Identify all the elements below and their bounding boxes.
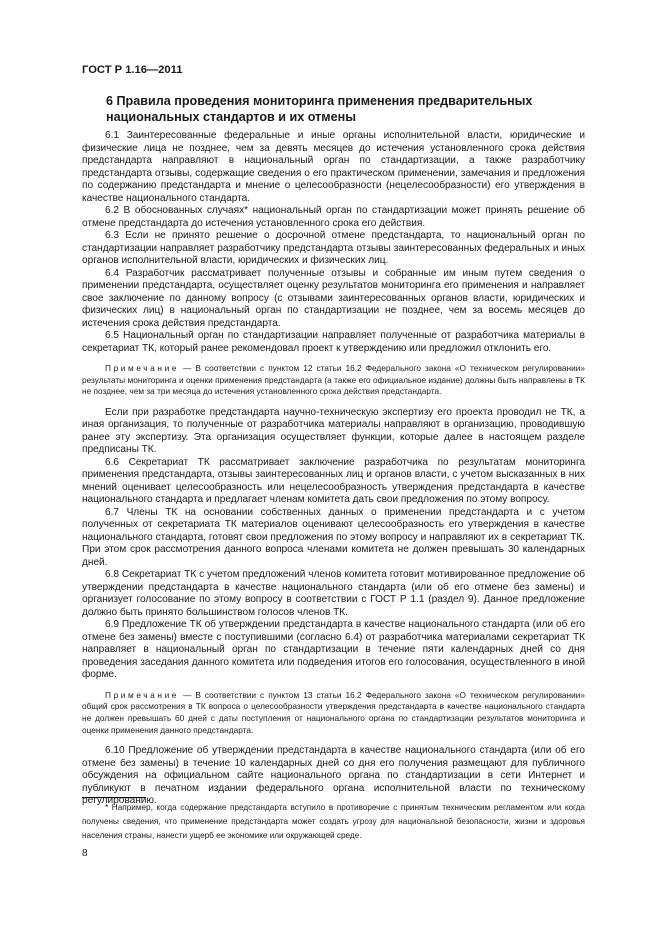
document-header: ГОСТ Р 1.16—2011 bbox=[82, 64, 183, 76]
note-text: — В соответствии с пунктом 12 статьи 16.2 Федерального закона «О техническом регулировании» результаты мониторинга и оценки применения предстандарта (а также его официальное издание) должны быть направлены в ТК не позднее, чем за три месяца до истечения установленного срока действия предстандарта. bbox=[82, 363, 585, 397]
page-number: 8 bbox=[82, 848, 88, 859]
paragraph-6-6: 6.6 Секретариат ТК рассматривает заключение разработчика по результатам мониторинга применения предстандарта, отзывы заинтересованных лиц и органов власти, с учетом высказанных в них мнений оценивает целесообразность или нецелесообразность утверждения предстандарта в качестве национального стандарта и предлагает членам комитета дать свои предложения по этому вопросу. bbox=[82, 456, 585, 506]
note-text: — В соответствии с пунктом 13 статьи 16.2 Федерального закона «О техническом регулировании» общий срок рассмотрения в ТК вопроса о целесообразности утверждения предстандарта в качестве национального стандарта не должен превышать 60 дней с даты поступления от национального органа по стандартизации результатов мониторинга и оценки применения данного предстандарта. bbox=[82, 689, 585, 735]
section-title: 6 Правила проведения мониторинга применения предварительных национальных стандартов и их отмены bbox=[106, 94, 533, 124]
paragraph-6-5: 6.5 Национальный орган по стандартизации направляет полученные от разработчика материалы в секретариат ТК, который ранее рекомендовал проект к утверждению или предложил отклонить его. bbox=[82, 330, 585, 354]
paragraph-6-1: 6.1 Заинтересованные федеральные и иные органы исполнительной власти, юридические и физические лица не позднее, чем за девять месяцев до истечения установленного срока действия предстандарта направляют в национальный орган по стандартизации, а также разработчику предстандарта отзывы, содержащие сведения о его практическом применении, замечания и предложения по содержанию предстандарта и мнение о целесообразности (нецелесообразности) его утверждения в качестве национального стандарта. bbox=[82, 130, 585, 204]
paragraph-6-2: 6.2 В обоснованных случаях* национальный орган по стандартизации может принять решение об отмене предстандарта до истечения установленного срока его действия. bbox=[82, 205, 585, 229]
footnote: * Например, когда содержание предстандарта вступило в противоречие с принятым техническим регламентом или когда получены сведения, что применение предстандарта может создать угрозу для национальной безопасности, жизни и здоровья населения страны, нанести ущерб ее экономике или окружающей среде. bbox=[82, 803, 585, 840]
paragraph-6-3: 6.3 Если не принято решение о досрочной отмене предстандарта, то национальный орган по стандартизации направляет разработчику предстандарта отзывы заинтересованных федеральных и иных органов исполнительной власти, юридических и физических лиц. bbox=[82, 230, 585, 266]
footnote-divider bbox=[82, 797, 146, 798]
paragraph-6-7: 6.7 Члены ТК на основании собственных данных о применении предстандарта и с учетом полученных от секретариата ТК материалов оценивают целесообразность его утверждения в качестве национального стандарта, готовят свои предложения по этому вопросу и направляют их в секретариат ТК. При этом срок рассмотрения данного вопроса членами комитета не должен превышать 30 календарных дней. bbox=[82, 506, 585, 568]
note-1 bbox=[82, 363, 585, 398]
section-6 bbox=[82, 93, 585, 808]
paragraph-6-8: 6.8 Секретариат ТК с учетом предложений членов комитета готовит мотивированное предложение об утверждении предстандарта в качестве национального стандарта (или об его отмене без замены) и организует голосование по этому вопросу в соответствии с ГОСТ Р 1.1 (раздел 9). Данное предложение должно быть принято большинством голосов членов ТК. bbox=[82, 569, 585, 618]
note-label: Примечание bbox=[105, 689, 180, 700]
paragraph-6-9: 6.9 Предложение ТК об утверждении предстандарта в качестве национального стандарта (или об его отмене без замены) вместе с поступившими (согласно 6.4) от разработчика материалами секретариат ТК направляет в национальный орган по стандартизации в течение пяти календарных дней со дня проведения заседания данного комитета или подведения итогов его голосования, осуществленного в иной форме. bbox=[82, 619, 585, 681]
note-label: Примечание bbox=[105, 363, 180, 373]
paragraph-6-4: 6.4 Разработчик рассматривает полученные отзывы и собранные им иным путем сведения о применении предстандарта, осуществляет оценку результатов мониторинга его применения и направляет свое заключение по данному вопросу (с отзывами заинтересованных органов власти, юридических и физических лиц) в национальный орган по стандартизации не позднее, чем за восемь месяцев до истечения срока действия предстандарта. bbox=[82, 267, 585, 329]
note-2 bbox=[82, 690, 585, 736]
paragraph-6-10: 6.10 Предложение об утверждении предстандарта в качестве национального стандарта (или об его отмене без замены) в течение 10 календарных дней со дня его получения размещают для публичного обсуждения на официальном сайте национального органа по стандартизации в сети Интернет и публикуют в печатном издании федерального органа исполнительной власти по техническому регулированию. bbox=[82, 745, 585, 807]
paragraph-expertise: Если при разработке предстандарта научно-техническую экспертизу его проекта проводил не ТК, а иная организация, то полученные от разработчика материалы направляют в организацию, проводившую ранее эту экспертизу. Эта организация осуществляет функции, которые далее в настоящем разделе предписаны ТК. bbox=[82, 406, 585, 456]
